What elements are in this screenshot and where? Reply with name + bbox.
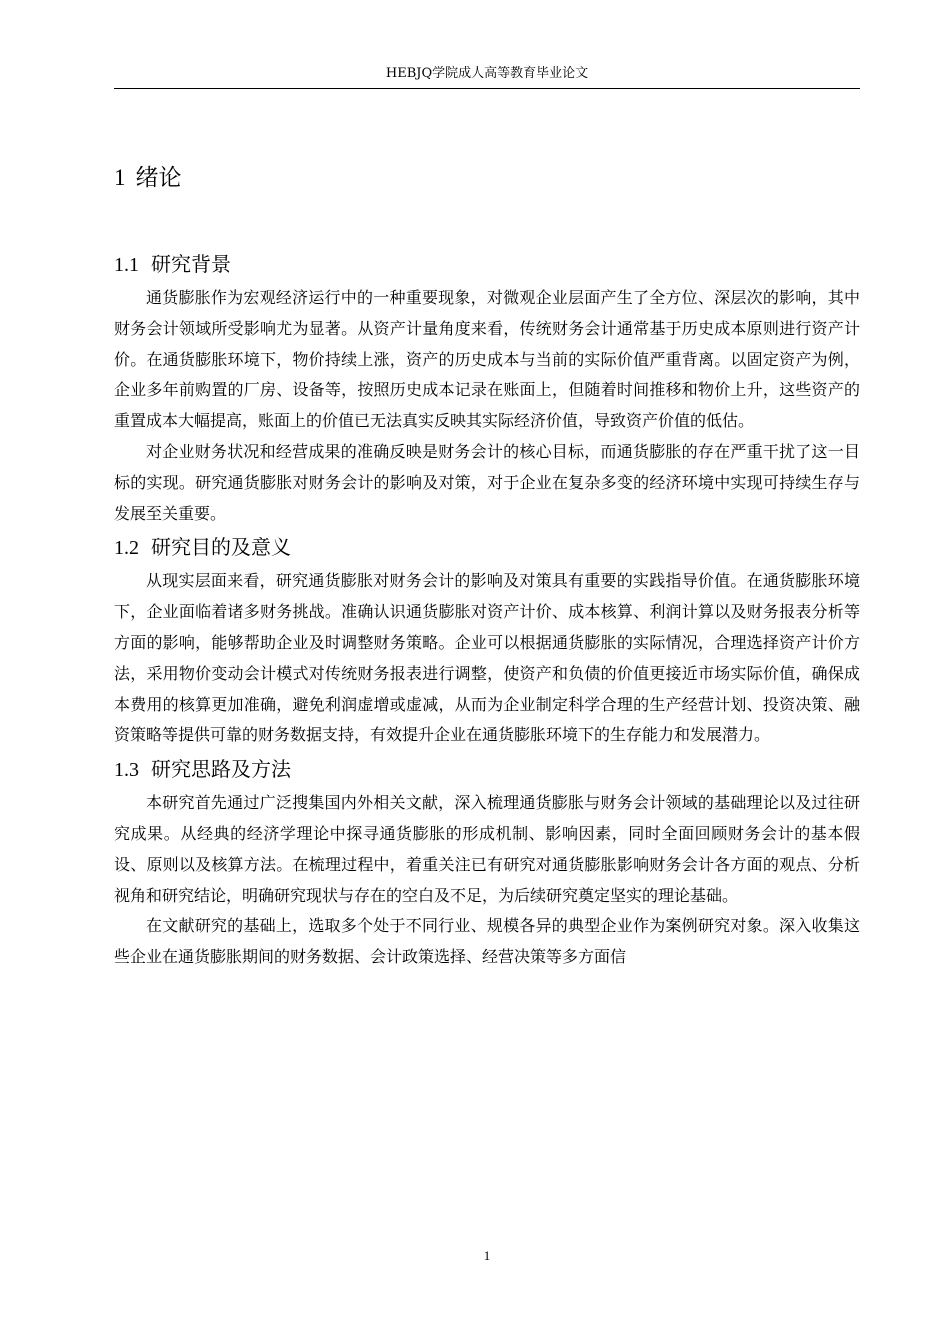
section-title-1-1: [114, 246, 860, 283]
running-header: HEBJQ学院成人高等教育毕业论文: [385, 66, 589, 81]
section-number: 1.2: [114, 537, 139, 560]
page-body: [114, 160, 860, 973]
paragraph: 通货膨胀作为宏观经济运行中的一种重要现象，对微观企业层面产生了全方位、深层次的影响，其中财务会计领域所受影响尤为显著。从资产计量角度来看，传统财务会计通常基于历史成本原则进行资产计价。在通货膨胀环境下，物价持续上涨，资产的历史成本与当前的实际价值严重背离。以固定资产为例，企业多年前购置的厂房、设备等，按照历史成本记录在账面上，但随着时间推移和物价上升，这些资产的重置成本大幅提高，账面上的价值已无法真实反映其实际经济价值，导致资产价值的低估。: [114, 288, 860, 431]
section-title-1-2: [114, 529, 860, 566]
section-heading-text: 研究背景: [151, 252, 231, 276]
section-number: 1.3: [114, 759, 139, 782]
paragraph: 在文献研究的基础上，选取多个处于不同行业、规模各异的典型企业作为案例研究对象。深入收集这些企业在通货膨胀期间的财务数据、会计政策选择、经营决策等多方面信: [114, 916, 860, 967]
section-title-1-3: [114, 751, 860, 788]
page-number: 1: [483, 1248, 491, 1263]
chapter-heading-text: 绪论: [135, 165, 182, 191]
chapter-number: 1: [114, 165, 126, 190]
chapter-title: [114, 160, 860, 220]
section-number: 1.1: [114, 254, 139, 276]
paragraph: 对企业财务状况和经营成果的准确反映是财务会计的核心目标，而通货膨胀的存在严重干扰了这一目标的实现。研究通货膨胀对财务会计的影响及对策，对于企业在复杂多变的经济环境中实现可持续生存与发展至关重要。: [114, 441, 860, 523]
section-heading-text: 研究思路及方法: [151, 757, 291, 782]
paragraph: 从现实层面来看，研究通货膨胀对财务会计的影响及对策具有重要的实践指导价值。在通货膨胀环境下，企业面临着诸多财务挑战。准确认识通货膨胀对资产计价、成本核算、利润计算以及财务报表分析等方面的影响，能够帮助企业及时调整财务策略。企业可以根据通货膨胀的实际情况，合理选择资产计价方法，采用物价变动会计模式对传统财务报表进行调整，使资产和负债的价值更接近市场实际价值，确保成本费用的核算更加准确，避免利润虚增或虚减，从而为企业制定科学合理的生产经营计划、投资决策、融资策略等提供可靠的财务数据支持，有效提升企业在通货膨胀环境下的生存能力和发展潜力。: [114, 571, 860, 745]
paragraph: 本研究首先通过广泛搜集国内外相关文献，深入梳理通货膨胀与财务会计领域的基础理论以及过往研究成果。从经典的经济学理论中探寻通货膨胀的形成机制、影响因素，同时全面回顾财务会计的基本假设、原则以及核算方法。在梳理过程中，着重关注已有研究对通货膨胀影响财务会计各方面的观点、分析视角和研究结论，明确研究现状与存在的空白及不足，为后续研究奠定坚实的理论基础。: [114, 793, 860, 905]
section-heading-text: 研究目的及意义: [151, 535, 291, 560]
header-rule: [114, 88, 860, 89]
